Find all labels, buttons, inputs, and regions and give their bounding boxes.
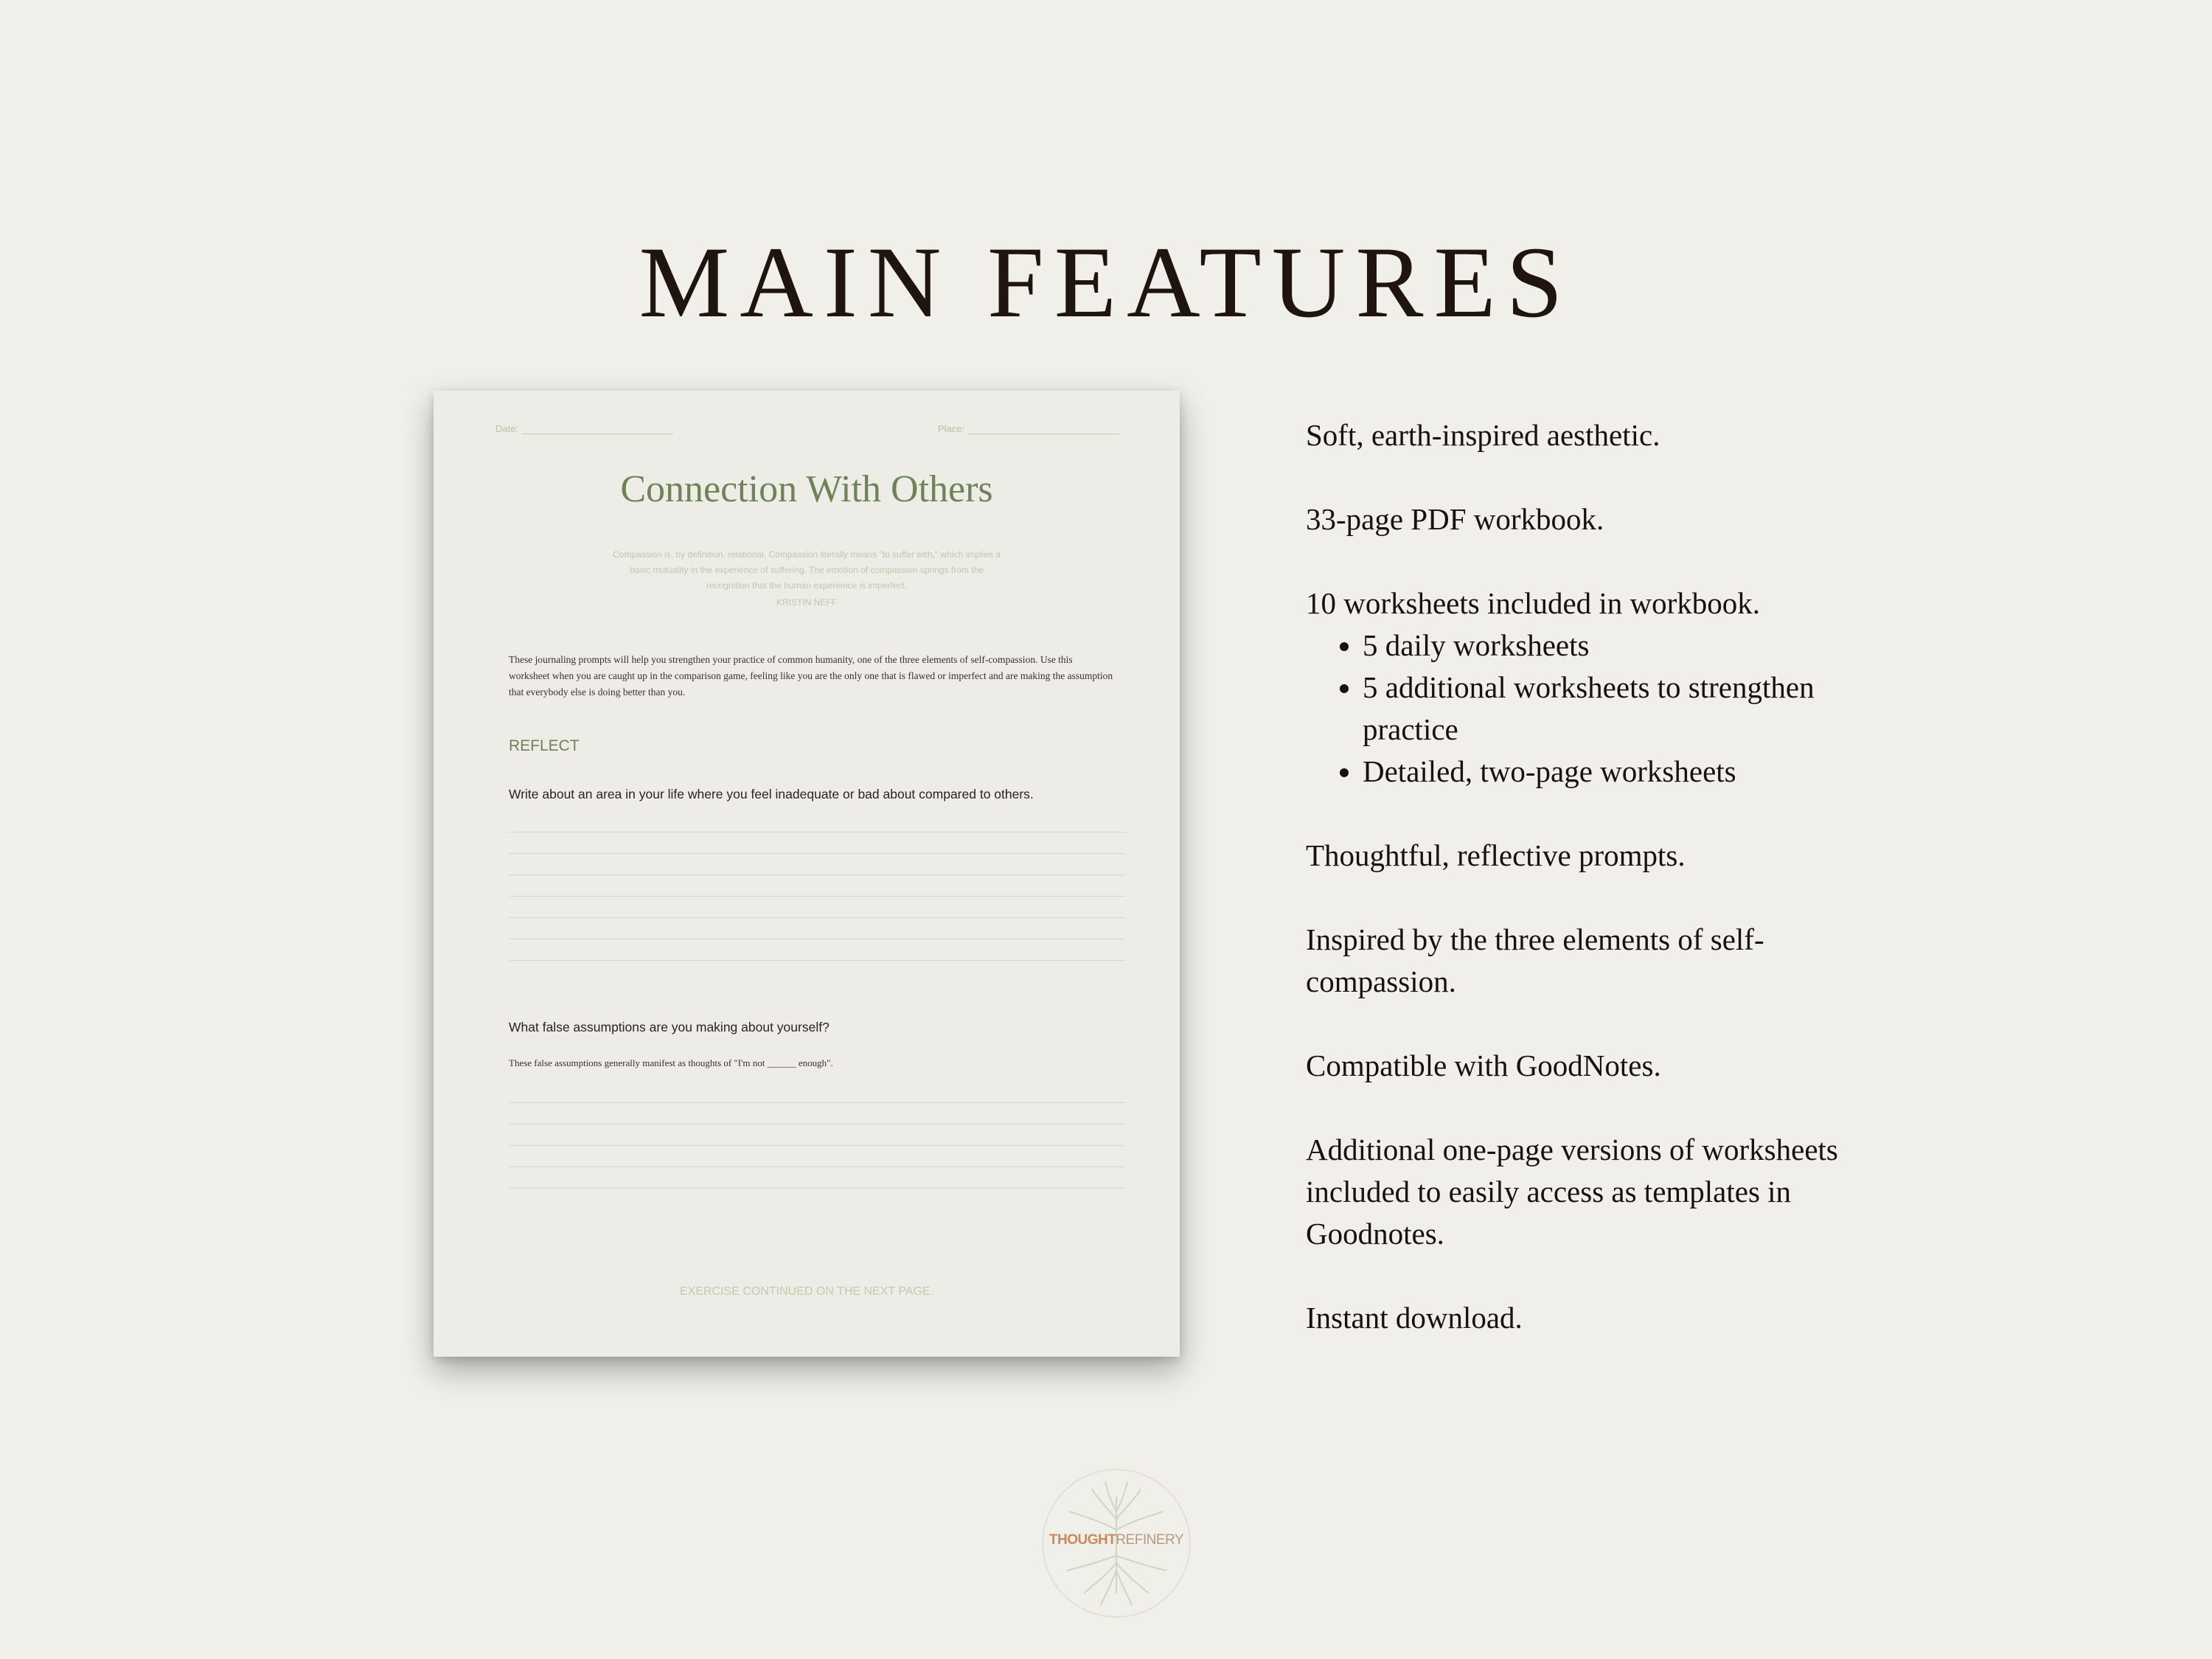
feature-aesthetic: Soft, earth-inspired aesthetic. — [1306, 418, 1660, 452]
worksheet-title: Connection With Others — [620, 468, 993, 510]
sublist-item: • 5 daily worksheets — [1363, 625, 1866, 667]
sublist-item: • Detailed, two-page worksheets — [1363, 751, 1866, 793]
prompt-1: Write about an area in your life where you feel inadequate or bad about compared to others. — [509, 787, 1034, 801]
writing-line — [509, 853, 1125, 854]
brand-logo — [1040, 1467, 1192, 1619]
feature-prompts: Thoughtful, reflective prompts. — [1306, 838, 1686, 872]
writing-line — [509, 917, 1125, 918]
feature-page-count: 33-page PDF workbook. — [1306, 502, 1604, 536]
date-line — [521, 426, 673, 434]
place-label: Place: — [938, 423, 965, 434]
writing-line — [509, 1166, 1125, 1167]
feature-download: Instant download. — [1306, 1301, 1523, 1335]
date-label: Date: — [495, 423, 519, 434]
section-heading-reflect: REFLECT — [509, 737, 580, 754]
prompt-2-note: These false assumptions generally manifest as thoughts of "I'm not ______ enough". — [509, 1057, 833, 1068]
brand-word-1: THOUGHT — [1048, 1532, 1116, 1548]
brand-word-2: REFINERY — [1116, 1532, 1184, 1548]
writing-line — [509, 1102, 1125, 1103]
writing-line — [509, 896, 1125, 897]
worksheet-footer: EXERCISE CONTINUED ON THE NEXT PAGE. — [679, 1285, 934, 1298]
writing-line — [509, 960, 1125, 961]
date-field — [495, 423, 673, 434]
feature-compatibility: Compatible with GoodNotes. — [1306, 1048, 1661, 1082]
worksheet-preview — [434, 391, 1180, 1357]
sublist-item: • 5 additional worksheets to strengthen practice — [1363, 667, 1866, 751]
worksheet-intro: These journaling prompts will help you strengthen your practice of common humanity, one of the three elements of self-compassion. Use this worksheet when you are caught up in the comparison game, feeling like you are the only one that is flawed or imperfect and are making the assumption that everybody else is doing better than you. — [509, 654, 1113, 698]
writing-line — [509, 1145, 1125, 1146]
place-line — [967, 426, 1119, 434]
quote-author: KRISTIN NEFF — [776, 597, 837, 608]
prompt-2: What false assumptions are you making about yourself? — [509, 1020, 830, 1034]
brand-name — [1040, 1532, 1192, 1548]
place-field — [938, 423, 1119, 434]
feature-worksheets: 10 worksheets included in workbook. — [1306, 586, 1761, 620]
page-title: MAIN FEATURES — [639, 226, 1573, 339]
writing-line — [509, 874, 1125, 875]
feature-templates: Additional one-page versions of worksheets included to easily access as templates in Goodnotes. — [1306, 1133, 1838, 1251]
feature-list — [1306, 414, 1866, 1381]
writing-line — [509, 1188, 1125, 1189]
feature-inspiration: Inspired by the three elements of self-compassion. — [1306, 922, 1764, 998]
worksheet-quote: Compassion is, by definition, relational. Compassion literally means "to suffer with," which implies a basic mutuality in the experience of suffering. The emotion of compassion springs from the recognition that the human experience is imperfect. — [613, 549, 1001, 591]
worksheet-sublist — [1306, 625, 1866, 793]
